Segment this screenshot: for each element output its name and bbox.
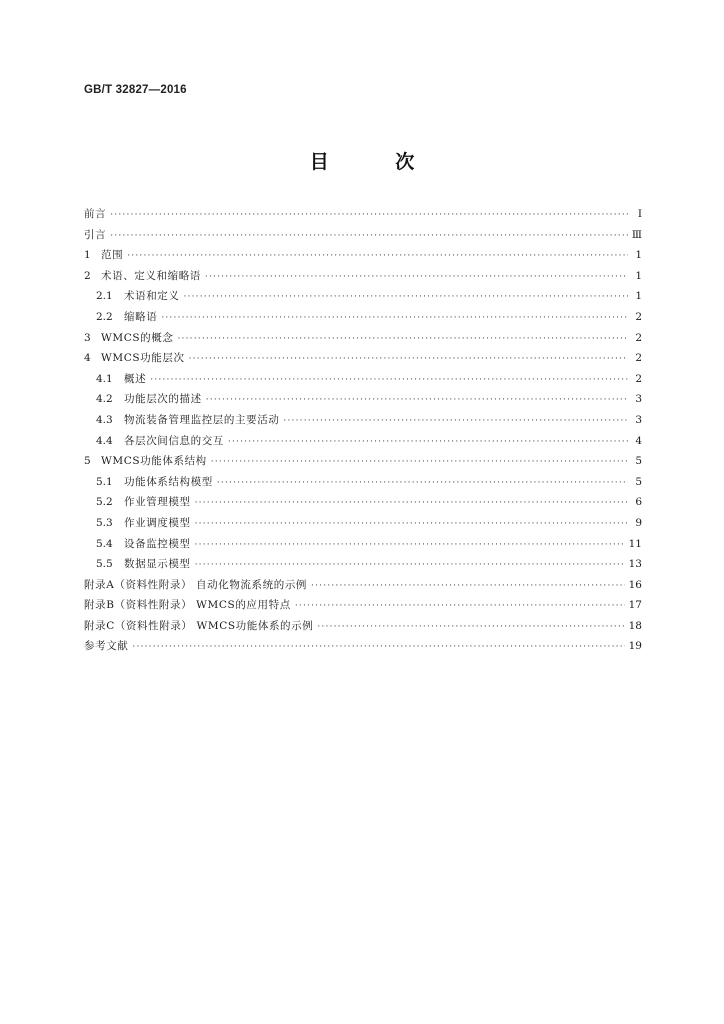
toc-entry-number: 4.4 <box>96 434 113 447</box>
toc-leader-dots <box>211 457 628 467</box>
toc-leader-dots <box>217 478 628 488</box>
toc-entry-number: 4.3 <box>96 413 113 426</box>
toc-leader-dots <box>127 251 628 261</box>
toc-entry-page: 17 <box>628 599 642 612</box>
toc-leader-dots <box>110 231 628 241</box>
toc-entry[interactable] <box>84 412 642 433</box>
toc-entry-title: 缩略语 <box>124 310 158 323</box>
toc-entry-number: 5.3 <box>96 516 113 529</box>
toc-entry-number: 5 <box>84 455 91 468</box>
toc-leader-dots <box>195 498 628 508</box>
toc-entry-title: 前言 <box>84 208 107 220</box>
toc-entry[interactable] <box>84 391 642 412</box>
toc-leader-dots <box>150 375 628 385</box>
toc-entry-page: 9 <box>635 516 642 529</box>
toc-entry[interactable] <box>84 638 642 659</box>
toc-entry[interactable] <box>84 227 642 248</box>
toc-entry[interactable] <box>84 597 642 618</box>
toc-entry-title: 设备监控模型 <box>124 537 191 550</box>
toc-entry-page: 16 <box>628 578 642 591</box>
toc-entry-page: 5 <box>635 455 642 468</box>
toc-entry[interactable] <box>84 309 642 330</box>
toc-entry-number: 5.1 <box>96 475 113 488</box>
toc-entry-page: 1 <box>635 290 642 303</box>
toc-leader-dots <box>206 395 628 405</box>
toc-entry-number: 4 <box>84 352 91 365</box>
toc-entry-page: 1 <box>635 249 642 262</box>
toc-entry[interactable] <box>84 556 642 577</box>
toc-entry-number: 5.5 <box>96 558 113 571</box>
toc-entry-page: 2 <box>635 352 642 365</box>
toc-entry[interactable] <box>84 268 642 289</box>
toc-entry[interactable] <box>84 453 642 474</box>
toc-entry-title: WMCS功能层次 <box>101 352 185 365</box>
toc-entry-title: 范围 <box>101 249 124 262</box>
toc-entry-title: 物流装备管理监控层的主要活动 <box>124 413 280 426</box>
toc-entry-page: 2 <box>635 310 642 323</box>
standard-code: GB/T 32827—2016 <box>84 84 187 96</box>
toc-entry-page: 6 <box>635 496 642 509</box>
toc-entry-number: 5.2 <box>96 496 113 509</box>
toc-entry[interactable] <box>84 474 642 495</box>
toc-entry[interactable] <box>84 330 642 351</box>
toc-entry[interactable] <box>84 288 642 309</box>
toc-leader-dots <box>228 437 628 447</box>
toc-leader-dots <box>205 272 628 282</box>
toc-leader-dots <box>195 540 625 550</box>
toc-leader-dots <box>177 334 628 344</box>
toc-entry-page: 13 <box>628 558 642 571</box>
toc-leader-dots <box>295 601 625 611</box>
toc-entry-title: 各层次间信息的交互 <box>124 434 224 447</box>
toc-leader-dots <box>283 416 628 426</box>
toc-leader-dots <box>311 581 625 591</box>
toc-entry[interactable] <box>84 494 642 515</box>
toc-entry[interactable] <box>84 206 642 227</box>
toc-entry[interactable] <box>84 433 642 454</box>
toc-entry-title: 术语和定义 <box>124 290 180 303</box>
toc-entry-page: 3 <box>635 393 642 406</box>
toc-entry-title: WMCS的概念 <box>101 331 174 344</box>
toc-entry[interactable] <box>84 618 642 639</box>
toc-entry-page: 2 <box>635 331 642 344</box>
toc-entry-page: 2 <box>635 372 642 385</box>
toc-entry[interactable] <box>84 371 642 392</box>
toc-entry[interactable] <box>84 577 642 598</box>
toc-leader-dots <box>184 292 629 302</box>
toc-entry-title: 附录B（资料性附录） WMCS的应用特点 <box>84 599 291 612</box>
toc-entry-number: 4.1 <box>96 372 113 385</box>
toc-leader-dots <box>189 354 628 364</box>
toc-entry-title: 功能体系结构模型 <box>124 475 213 488</box>
page-title: 目 次 <box>309 151 445 173</box>
toc-leader-dots <box>161 313 628 323</box>
toc-entry-title: 引言 <box>84 228 107 241</box>
toc-entry-number: 4.2 <box>96 393 113 406</box>
toc-entry-number: 2.2 <box>96 310 113 323</box>
toc-entry-number: 2.1 <box>96 290 113 303</box>
toc-entry-title: 附录A（资料性附录） 自动化物流系统的示例 <box>84 578 308 591</box>
toc-entry-title: 作业管理模型 <box>124 496 191 509</box>
toc-entry-title: 作业调度模型 <box>124 516 191 529</box>
table-of-contents <box>84 206 642 659</box>
toc-entry-title: WMCS功能体系结构 <box>101 455 207 468</box>
toc-entry[interactable] <box>84 515 642 536</box>
toc-leader-dots <box>110 210 628 220</box>
toc-entry-title: 参考文献 <box>84 640 129 653</box>
toc-entry[interactable] <box>84 350 642 371</box>
toc-entry-page: Ⅰ <box>637 208 642 220</box>
toc-entry[interactable] <box>84 536 642 557</box>
toc-entry-page: Ⅲ <box>631 228 642 241</box>
toc-entry-page: 5 <box>635 475 642 488</box>
toc-entry-page: 18 <box>628 619 642 632</box>
toc-leader-dots <box>317 622 624 632</box>
toc-entry-number: 2 <box>84 269 91 282</box>
toc-entry-page: 3 <box>635 413 642 426</box>
toc-entry-title: 概述 <box>124 372 147 385</box>
toc-leader-dots <box>132 642 624 652</box>
toc-entry-number: 1 <box>84 249 91 262</box>
toc-entry-number: 5.4 <box>96 537 113 550</box>
toc-entry-page: 1 <box>635 269 642 282</box>
toc-entry-page: 4 <box>635 434 642 447</box>
toc-leader-dots <box>195 560 625 570</box>
toc-entry[interactable] <box>84 247 642 268</box>
toc-entry-number: 3 <box>84 331 91 344</box>
toc-entry-title: 数据显示模型 <box>124 558 191 571</box>
toc-entry-title: 附录C（资料性附录） WMCS功能体系的示例 <box>84 619 314 632</box>
toc-entry-title: 功能层次的描述 <box>124 393 202 406</box>
toc-entry-page: 11 <box>628 537 642 550</box>
toc-leader-dots <box>195 519 628 529</box>
toc-entry-title: 术语、定义和缩略语 <box>101 269 201 282</box>
toc-entry-page: 19 <box>628 640 642 653</box>
